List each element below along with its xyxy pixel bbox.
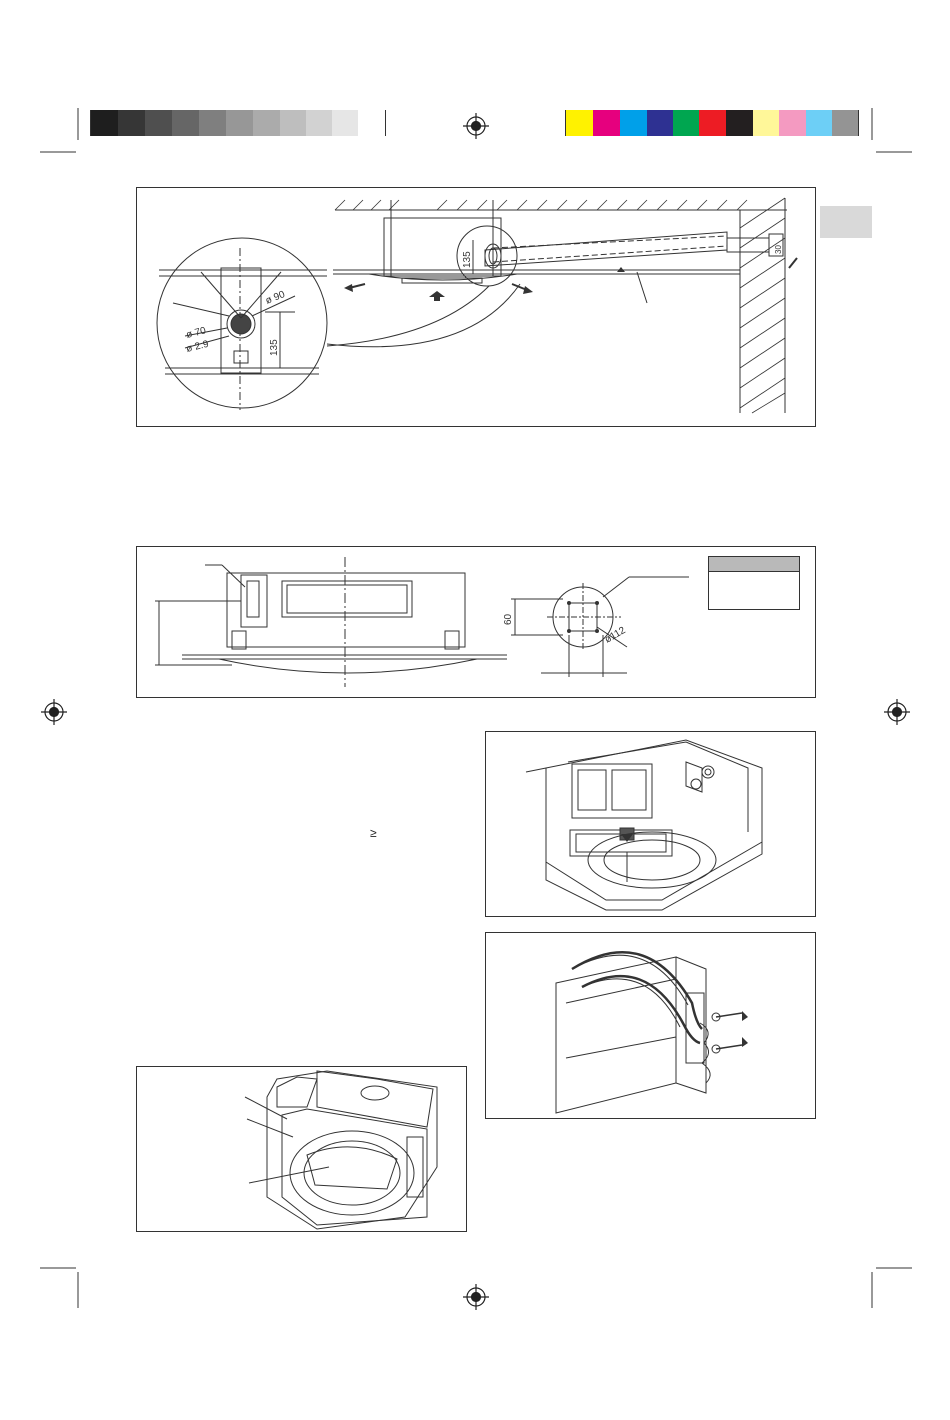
section-thumb-tab xyxy=(820,206,872,238)
dim-135-detail: 135 xyxy=(269,339,280,356)
ge-symbol: ≥ xyxy=(370,826,377,840)
electrical-box-drawing xyxy=(486,732,815,916)
dia-112-label: ø112 xyxy=(603,625,628,646)
duct-installation-drawing xyxy=(137,188,815,426)
legend-header xyxy=(709,557,799,572)
wall-pipe-label: 30 xyxy=(774,245,783,254)
figure-cable-clamp xyxy=(485,932,816,1119)
registration-mark-icon xyxy=(884,699,910,725)
dim-135-main: 135 xyxy=(462,251,473,268)
dim-60-label: 60 xyxy=(503,613,514,625)
legend-box xyxy=(708,556,800,610)
dia-70-label: ø 70 xyxy=(185,325,208,341)
figure-duct-installation xyxy=(136,187,816,427)
registration-mark-icon xyxy=(463,113,489,139)
dia-90-label: ø 90 xyxy=(264,289,287,307)
figure-unit-perspective xyxy=(136,1066,467,1232)
cable-clamp-drawing xyxy=(486,933,815,1118)
figure-electrical-box xyxy=(485,731,816,917)
registration-mark-icon xyxy=(41,699,67,725)
unit-perspective-drawing xyxy=(137,1067,466,1231)
dia-29-label: ø 2.9 xyxy=(185,338,210,355)
registration-mark-icon xyxy=(463,1284,489,1310)
